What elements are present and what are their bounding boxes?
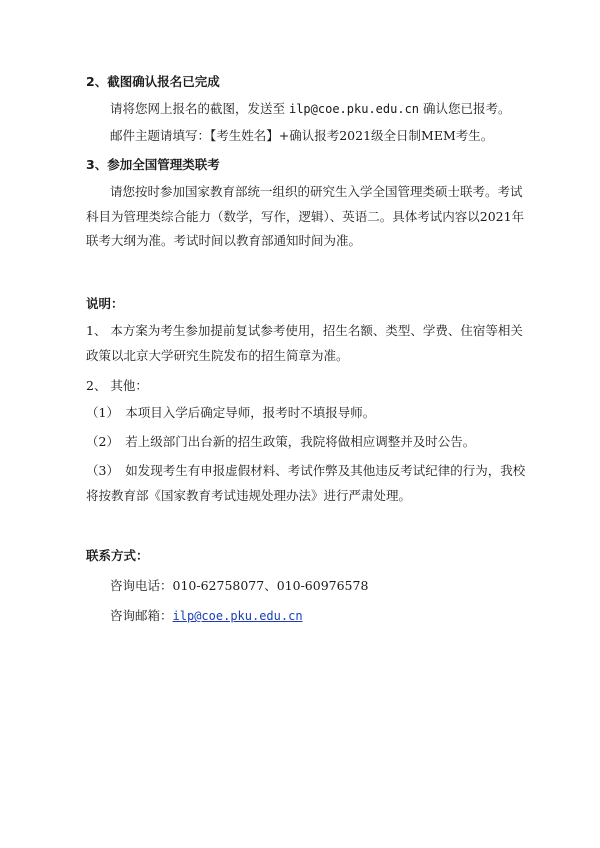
section-3-heading: 3、参加全国管理类联考 xyxy=(86,157,220,172)
notes-heading: 说明： xyxy=(86,296,124,311)
email-subject-instruction: 邮件主题请填写：【考生姓名】+确认报考2021级全日制MEM考生。 xyxy=(110,128,494,143)
send-instruction-text: 请将您网上报名的截图，发送至 xyxy=(110,101,289,116)
contact-email-label: 咨询邮箱： xyxy=(110,608,173,623)
notes-sub-item-3: （3） 如发现考生有申报虚假材料、考试作弊及其他违反考试纪律的行为，我校将按教育部《国家教育考试违规处理办法》进行严肃处理。 xyxy=(86,463,526,503)
notes-item-1: 1、 本方案为考生参加提前复试参考使用，招生名额、类型、学费、住宿等相关政策以北京大学研究生院发布的招生简章为准。 xyxy=(86,323,523,363)
contact-phone: 咨询电话：010-62758077、010-60976578 xyxy=(110,578,369,593)
notes-item-2: 2、 其他： xyxy=(86,378,148,393)
section-2-heading: 2、截图确认报名已完成 xyxy=(86,74,220,89)
contact-email-line xyxy=(86,604,526,629)
contact-heading: 联系方式： xyxy=(86,548,149,563)
submission-email: ilp@coe.pku.edu.cn xyxy=(288,102,420,116)
notes-sub-item-2: （2） 若上级部门出台新的招生政策，我院将做相应调整并及时公告。 xyxy=(86,434,476,449)
section-2-line-1 xyxy=(86,97,526,122)
contact-email-link[interactable]: ilp@coe.pku.edu.cn xyxy=(172,609,303,623)
section-3-paragraph: 请您按时参加国家教育部统一组织的研究生入学全国管理类硕士联考。考试科目为管理类综合能力（数学，写作，逻辑）、英语二。具体考试内容以2021年联考大纲为准。考试时间以教育部通知时间为准。 xyxy=(86,184,525,248)
confirm-text: 确认您已报考。 xyxy=(419,101,511,116)
notes-sub-item-1: （1） 本项目入学后确定导师，报考时不填报导师。 xyxy=(86,405,376,420)
